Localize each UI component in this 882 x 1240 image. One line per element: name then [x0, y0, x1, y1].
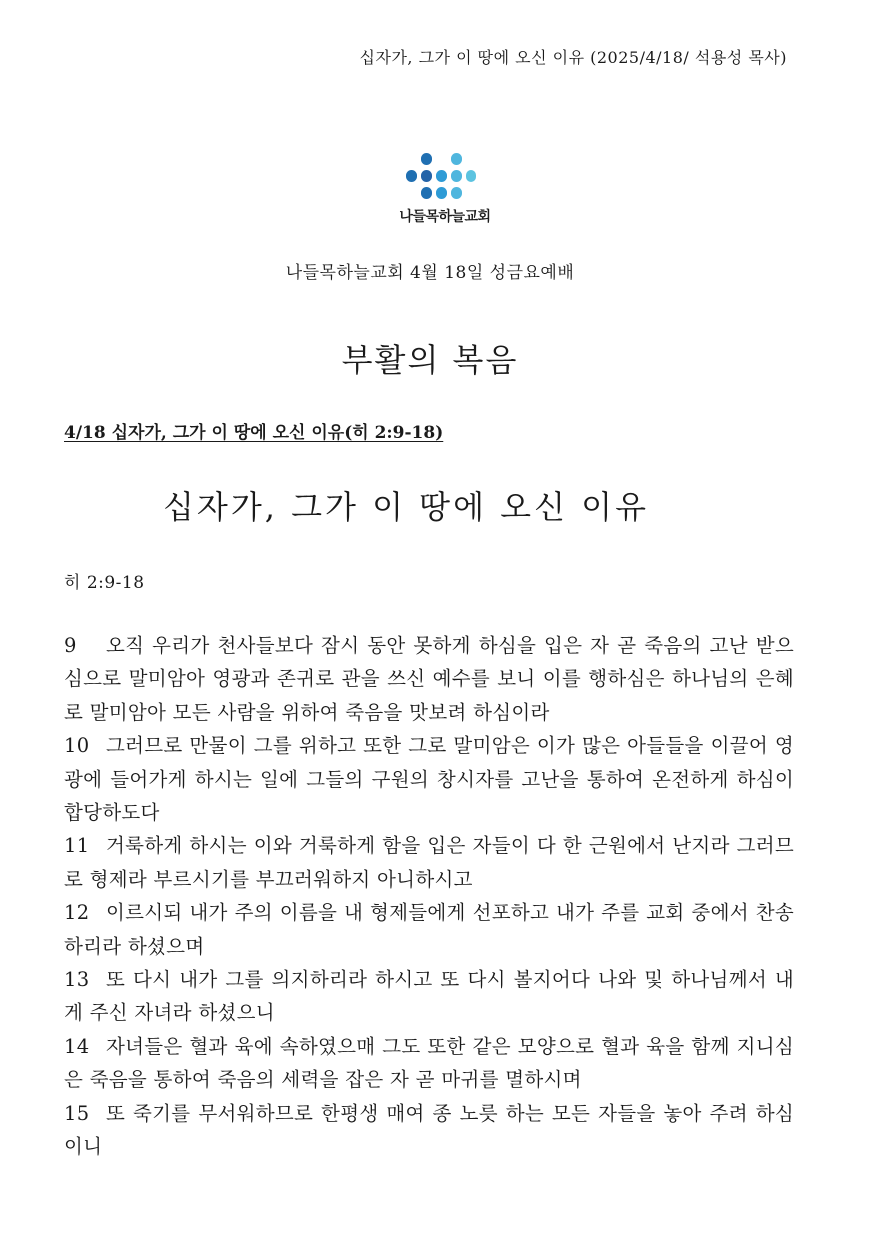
verse-text: 거룩하게 하시는 이와 거룩하게 함을 입은 자들이 다 한 근원에서 난지라 그러므로 형제라 부르시기를 부끄러워하지 아니하시고 [64, 834, 794, 891]
verse [64, 1097, 794, 1164]
service-info: 나들목하늘교회 4월 18일 성금요예배 [285, 263, 575, 283]
sermon-sub-heading: 4/18 십자가, 그가 이 땅에 오신 이유(히 2:9-18) [64, 423, 444, 443]
verse-text: 그러므로 만물이 그를 위하고 또한 그로 말미암은 이가 많은 아들들을 이끌어 영광에 들어가게 하시는 일에 그들의 구원의 창시자를 고난을 통하여 온전하게 하심이 합당하도다 [64, 734, 794, 825]
verse [64, 729, 794, 829]
verse-number: 9 [64, 634, 77, 657]
verse [64, 829, 794, 896]
verse-text: 오직 우리가 천사들보다 잠시 동안 못하게 하심을 입은 자 곧 죽음의 고난 받으심으로 말미암아 영광과 존귀로 관을 쓰신 예수를 보니 이를 행하심은 하나님의 은혜로 말미암아 모든 사람을 위하여 죽음을 맛보려 하심이라 [64, 634, 794, 724]
scripture-passage [64, 629, 794, 1164]
verse-text: 또 다시 내가 그를 의지하리라 하시고 또 다시 볼지어다 나와 및 하나님께서 내게 주신 자녀라 하셨으니 [64, 968, 794, 1025]
verse [64, 963, 794, 1030]
church-logo-text: 나들목하늘교회 [399, 209, 491, 225]
church-logo-mark-icon [405, 152, 477, 200]
main-title: 부활의 복음 [341, 341, 519, 379]
running-header: 십자가, 그가 이 땅에 오신 이유 (2025/4/18/ 석용성 목사) [359, 48, 787, 67]
verse-number: 15 [64, 1101, 90, 1125]
verse [64, 629, 794, 729]
sermon-title: 십자가, 그가 이 땅에 오신 이유 [163, 488, 649, 526]
verse-number: 14 [64, 1034, 90, 1058]
verse-number: 12 [64, 901, 90, 925]
verse [64, 1030, 794, 1097]
verse-number: 13 [64, 968, 90, 992]
verse [64, 896, 794, 963]
church-logo [0, 152, 882, 226]
scripture-reference: 히 2:9-18 [64, 573, 145, 593]
verse-text: 이르시되 내가 주의 이름을 내 형제들에게 선포하고 내가 주를 교회 중에서 찬송하리라 하셨으며 [64, 901, 794, 958]
verse-text: 또 죽기를 무서워하므로 한평생 매여 종 노릇 하는 모든 자들을 놓아 주려 하심이니 [64, 1101, 794, 1159]
verse-number: 10 [64, 734, 90, 758]
verse-number: 11 [64, 834, 90, 858]
verse-text: 자녀들은 혈과 육에 속하였으매 그도 또한 같은 모양으로 혈과 육을 함께 지니심은 죽음을 통하여 죽음의 세력을 잡은 자 곧 마귀를 멸하시며 [64, 1034, 794, 1092]
